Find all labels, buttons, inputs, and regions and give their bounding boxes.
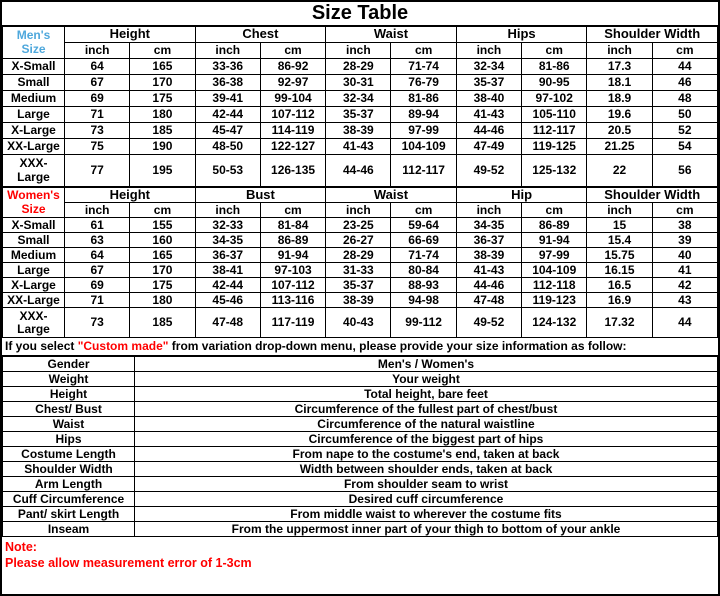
value-cell: 42 xyxy=(652,278,717,293)
value-cell: 124-132 xyxy=(522,308,587,338)
value-cell: 49-52 xyxy=(456,308,521,338)
value-cell: 69 xyxy=(65,91,130,107)
size-cell: XX-Large xyxy=(3,293,65,308)
value-cell: 73 xyxy=(65,308,130,338)
value-cell: 113-116 xyxy=(260,293,325,308)
unit-cell: cm xyxy=(130,43,195,59)
unit-cell: cm xyxy=(522,43,587,59)
value-cell: 175 xyxy=(130,278,195,293)
unit-cell: cm xyxy=(130,203,195,218)
measurement-label: Arm Length xyxy=(3,477,135,492)
custom-measurement-table xyxy=(2,356,718,537)
unit-cell: inch xyxy=(587,43,652,59)
value-cell: 89-94 xyxy=(391,107,456,123)
value-cell: 122-127 xyxy=(260,139,325,155)
value-cell: 69 xyxy=(65,278,130,293)
value-cell: 21.25 xyxy=(587,139,652,155)
table-row xyxy=(3,432,718,447)
measurement-label: Gender xyxy=(3,357,135,372)
value-cell: 38-41 xyxy=(195,263,260,278)
value-cell: 35-37 xyxy=(326,278,391,293)
table-row xyxy=(3,293,718,308)
custom-made-highlight: "Custom made" xyxy=(77,339,169,354)
value-cell: 32-34 xyxy=(326,91,391,107)
value-cell: 38-39 xyxy=(326,293,391,308)
womens-group-header-row xyxy=(3,188,718,203)
value-cell: 45-47 xyxy=(195,123,260,139)
value-cell: 56 xyxy=(652,155,717,187)
value-cell: 31-33 xyxy=(326,263,391,278)
value-cell: 38-39 xyxy=(456,248,521,263)
table-row xyxy=(3,218,718,233)
value-cell: 44-46 xyxy=(456,123,521,139)
measurement-label: Inseam xyxy=(3,522,135,537)
unit-cell: inch xyxy=(195,203,260,218)
value-cell: 52 xyxy=(652,123,717,139)
value-cell: 15 xyxy=(587,218,652,233)
value-cell: 126-135 xyxy=(260,155,325,187)
unit-cell: inch xyxy=(65,43,130,59)
instruction-suffix: from variation drop-down menu, please provide your size information as follow: xyxy=(168,339,627,354)
value-cell: 81-84 xyxy=(260,218,325,233)
size-cell: Large xyxy=(3,107,65,123)
value-cell: 81-86 xyxy=(391,91,456,107)
value-cell: 64 xyxy=(65,248,130,263)
measurement-desc: Total height, bare feet xyxy=(135,387,718,402)
value-cell: 50-53 xyxy=(195,155,260,187)
value-cell: 170 xyxy=(130,75,195,91)
womens-group-height: Height xyxy=(65,188,196,203)
womens-size-label: Women's Size xyxy=(3,188,65,218)
value-cell: 39 xyxy=(652,233,717,248)
mens-group-hips: Hips xyxy=(456,27,587,43)
value-cell: 97-99 xyxy=(522,248,587,263)
mens-unit-header-row xyxy=(3,43,718,59)
value-cell: 16.9 xyxy=(587,293,652,308)
value-cell: 112-117 xyxy=(391,155,456,187)
size-cell: Small xyxy=(3,75,65,91)
value-cell: 81-86 xyxy=(522,59,587,75)
value-cell: 18.1 xyxy=(587,75,652,91)
value-cell: 175 xyxy=(130,91,195,107)
table-row xyxy=(3,278,718,293)
value-cell: 71-74 xyxy=(391,248,456,263)
value-cell: 39-41 xyxy=(195,91,260,107)
value-cell: 63 xyxy=(65,233,130,248)
mens-group-chest: Chest xyxy=(195,27,326,43)
note-text: Please allow measurement error of 1-3cm xyxy=(5,556,252,571)
table-row xyxy=(3,462,718,477)
value-cell: 41-43 xyxy=(456,107,521,123)
size-cell: Small xyxy=(3,233,65,248)
womens-group-bust: Bust xyxy=(195,188,326,203)
table-row xyxy=(3,59,718,75)
measurement-desc: From the uppermost inner part of your thigh to bottom of your ankle xyxy=(135,522,718,537)
value-cell: 86-89 xyxy=(522,218,587,233)
value-cell: 119-125 xyxy=(522,139,587,155)
unit-cell: inch xyxy=(456,43,521,59)
instruction-prefix: If you select xyxy=(5,339,78,354)
value-cell: 88-93 xyxy=(391,278,456,293)
value-cell: 125-132 xyxy=(522,155,587,187)
notes-section xyxy=(2,537,718,571)
value-cell: 94-98 xyxy=(391,293,456,308)
measurement-label: Pant/ skirt Length xyxy=(3,507,135,522)
value-cell: 34-35 xyxy=(456,218,521,233)
value-cell: 34-35 xyxy=(195,233,260,248)
value-cell: 59-64 xyxy=(391,218,456,233)
measurement-desc: Circumference of the fullest part of chest/bust xyxy=(135,402,718,417)
unit-cell: inch xyxy=(456,203,521,218)
value-cell: 97-102 xyxy=(522,91,587,107)
value-cell: 44-46 xyxy=(326,155,391,187)
measurement-label: Chest/ Bust xyxy=(3,402,135,417)
value-cell: 28-29 xyxy=(326,59,391,75)
value-cell: 185 xyxy=(130,123,195,139)
value-cell: 30-31 xyxy=(326,75,391,91)
value-cell: 71 xyxy=(65,107,130,123)
value-cell: 40-43 xyxy=(326,308,391,338)
measurement-desc: Width between shoulder ends, taken at back xyxy=(135,462,718,477)
size-cell: X-Large xyxy=(3,123,65,139)
value-cell: 16.5 xyxy=(587,278,652,293)
size-cell: Large xyxy=(3,263,65,278)
value-cell: 32-34 xyxy=(456,59,521,75)
value-cell: 91-94 xyxy=(522,233,587,248)
unit-cell: inch xyxy=(326,203,391,218)
value-cell: 67 xyxy=(65,75,130,91)
value-cell: 32-33 xyxy=(195,218,260,233)
value-cell: 47-48 xyxy=(195,308,260,338)
value-cell: 48-50 xyxy=(195,139,260,155)
page-title: Size Table xyxy=(2,2,718,26)
size-cell: X-Small xyxy=(3,218,65,233)
value-cell: 119-123 xyxy=(522,293,587,308)
value-cell: 160 xyxy=(130,233,195,248)
value-cell: 99-104 xyxy=(260,91,325,107)
table-row xyxy=(3,357,718,372)
value-cell: 92-97 xyxy=(260,75,325,91)
value-cell: 18.9 xyxy=(587,91,652,107)
womens-group-hip: Hip xyxy=(456,188,587,203)
value-cell: 28-29 xyxy=(326,248,391,263)
womens-group-shoulder: Shoulder Width xyxy=(587,188,718,203)
size-cell: Medium xyxy=(3,91,65,107)
value-cell: 155 xyxy=(130,218,195,233)
table-row xyxy=(3,522,718,537)
table-row xyxy=(3,248,718,263)
value-cell: 50 xyxy=(652,107,717,123)
measurement-desc: From shoulder seam to wrist xyxy=(135,477,718,492)
measurement-label: Height xyxy=(3,387,135,402)
measurement-label: Waist xyxy=(3,417,135,432)
size-cell: XX-Large xyxy=(3,139,65,155)
mens-size-table xyxy=(2,26,718,187)
value-cell: 86-92 xyxy=(260,59,325,75)
value-cell: 41-43 xyxy=(456,263,521,278)
unit-cell: cm xyxy=(652,43,717,59)
size-cell: X-Large xyxy=(3,278,65,293)
table-row xyxy=(3,447,718,462)
value-cell: 46 xyxy=(652,75,717,91)
value-cell: 43 xyxy=(652,293,717,308)
value-cell: 73 xyxy=(65,123,130,139)
value-cell: 165 xyxy=(130,248,195,263)
value-cell: 190 xyxy=(130,139,195,155)
value-cell: 107-112 xyxy=(260,107,325,123)
mens-group-header-row xyxy=(3,27,718,43)
value-cell: 45-46 xyxy=(195,293,260,308)
measurement-desc: From middle waist to wherever the costume fits xyxy=(135,507,718,522)
value-cell: 15.4 xyxy=(587,233,652,248)
unit-cell: inch xyxy=(326,43,391,59)
mens-group-shoulder: Shoulder Width xyxy=(587,27,718,43)
value-cell: 71-74 xyxy=(391,59,456,75)
value-cell: 26-27 xyxy=(326,233,391,248)
table-row xyxy=(3,387,718,402)
value-cell: 54 xyxy=(652,139,717,155)
value-cell: 42-44 xyxy=(195,107,260,123)
unit-cell: cm xyxy=(652,203,717,218)
value-cell: 76-79 xyxy=(391,75,456,91)
value-cell: 20.5 xyxy=(587,123,652,139)
womens-size-table xyxy=(2,187,718,338)
value-cell: 71 xyxy=(65,293,130,308)
size-cell: XXX-Large xyxy=(3,155,65,187)
unit-cell: inch xyxy=(65,203,130,218)
value-cell: 48 xyxy=(652,91,717,107)
unit-cell: cm xyxy=(522,203,587,218)
value-cell: 165 xyxy=(130,59,195,75)
unit-cell: cm xyxy=(260,203,325,218)
table-row xyxy=(3,91,718,107)
value-cell: 23-25 xyxy=(326,218,391,233)
measurement-label: Costume Length xyxy=(3,447,135,462)
value-cell: 38-39 xyxy=(326,123,391,139)
measurement-label: Cuff Circumference xyxy=(3,492,135,507)
value-cell: 104-109 xyxy=(391,139,456,155)
unit-cell: cm xyxy=(260,43,325,59)
value-cell: 22 xyxy=(587,155,652,187)
value-cell: 35-37 xyxy=(456,75,521,91)
table-row xyxy=(3,233,718,248)
value-cell: 38 xyxy=(652,218,717,233)
value-cell: 99-112 xyxy=(391,308,456,338)
value-cell: 86-89 xyxy=(260,233,325,248)
table-row xyxy=(3,507,718,522)
measurement-desc: Your weight xyxy=(135,372,718,387)
unit-cell: inch xyxy=(587,203,652,218)
value-cell: 47-49 xyxy=(456,139,521,155)
size-cell: Medium xyxy=(3,248,65,263)
table-row xyxy=(3,402,718,417)
value-cell: 170 xyxy=(130,263,195,278)
value-cell: 47-48 xyxy=(456,293,521,308)
value-cell: 66-69 xyxy=(391,233,456,248)
value-cell: 107-112 xyxy=(260,278,325,293)
value-cell: 114-119 xyxy=(260,123,325,139)
value-cell: 180 xyxy=(130,293,195,308)
value-cell: 44 xyxy=(652,308,717,338)
table-row xyxy=(3,139,718,155)
value-cell: 16.15 xyxy=(587,263,652,278)
value-cell: 195 xyxy=(130,155,195,187)
value-cell: 44-46 xyxy=(456,278,521,293)
value-cell: 17.3 xyxy=(587,59,652,75)
womens-unit-header-row xyxy=(3,203,718,218)
value-cell: 17.32 xyxy=(587,308,652,338)
value-cell: 67 xyxy=(65,263,130,278)
mens-group-waist: Waist xyxy=(326,27,457,43)
value-cell: 36-37 xyxy=(195,248,260,263)
table-row xyxy=(3,417,718,432)
value-cell: 36-37 xyxy=(456,233,521,248)
measurement-label: Shoulder Width xyxy=(3,462,135,477)
table-row xyxy=(3,477,718,492)
value-cell: 97-99 xyxy=(391,123,456,139)
table-row xyxy=(3,492,718,507)
value-cell: 90-95 xyxy=(522,75,587,91)
value-cell: 77 xyxy=(65,155,130,187)
value-cell: 38-40 xyxy=(456,91,521,107)
table-row xyxy=(3,75,718,91)
value-cell: 44 xyxy=(652,59,717,75)
value-cell: 36-38 xyxy=(195,75,260,91)
womens-group-waist: Waist xyxy=(326,188,457,203)
value-cell: 61 xyxy=(65,218,130,233)
measurement-label: Weight xyxy=(3,372,135,387)
value-cell: 80-84 xyxy=(391,263,456,278)
value-cell: 97-103 xyxy=(260,263,325,278)
value-cell: 40 xyxy=(652,248,717,263)
note-heading: Note: xyxy=(5,540,37,555)
value-cell: 112-117 xyxy=(522,123,587,139)
value-cell: 112-118 xyxy=(522,278,587,293)
size-cell: XXX-Large xyxy=(3,308,65,338)
measurement-desc: Desired cuff circumference xyxy=(135,492,718,507)
value-cell: 91-94 xyxy=(260,248,325,263)
size-cell: X-Small xyxy=(3,59,65,75)
value-cell: 35-37 xyxy=(326,107,391,123)
measurement-desc: Circumference of the biggest part of hips xyxy=(135,432,718,447)
value-cell: 64 xyxy=(65,59,130,75)
table-row xyxy=(3,107,718,123)
value-cell: 180 xyxy=(130,107,195,123)
measurement-desc: From nape to the costume's end, taken at back xyxy=(135,447,718,462)
value-cell: 104-109 xyxy=(522,263,587,278)
unit-cell: inch xyxy=(195,43,260,59)
mens-group-height: Height xyxy=(65,27,196,43)
measurement-label: Hips xyxy=(3,432,135,447)
mens-size-label: Men's Size xyxy=(3,27,65,59)
table-row xyxy=(3,123,718,139)
unit-cell: cm xyxy=(391,43,456,59)
custom-made-instruction xyxy=(2,338,718,356)
value-cell: 15.75 xyxy=(587,248,652,263)
value-cell: 41 xyxy=(652,263,717,278)
value-cell: 117-119 xyxy=(260,308,325,338)
value-cell: 75 xyxy=(65,139,130,155)
measurement-desc: Men's / Women's xyxy=(135,357,718,372)
table-row xyxy=(3,308,718,338)
table-row xyxy=(3,155,718,187)
value-cell: 105-110 xyxy=(522,107,587,123)
value-cell: 33-36 xyxy=(195,59,260,75)
measurement-desc: Circumference of the natural waistline xyxy=(135,417,718,432)
value-cell: 41-43 xyxy=(326,139,391,155)
value-cell: 49-52 xyxy=(456,155,521,187)
table-row xyxy=(3,263,718,278)
value-cell: 42-44 xyxy=(195,278,260,293)
value-cell: 19.6 xyxy=(587,107,652,123)
unit-cell: cm xyxy=(391,203,456,218)
value-cell: 185 xyxy=(130,308,195,338)
table-row xyxy=(3,372,718,387)
